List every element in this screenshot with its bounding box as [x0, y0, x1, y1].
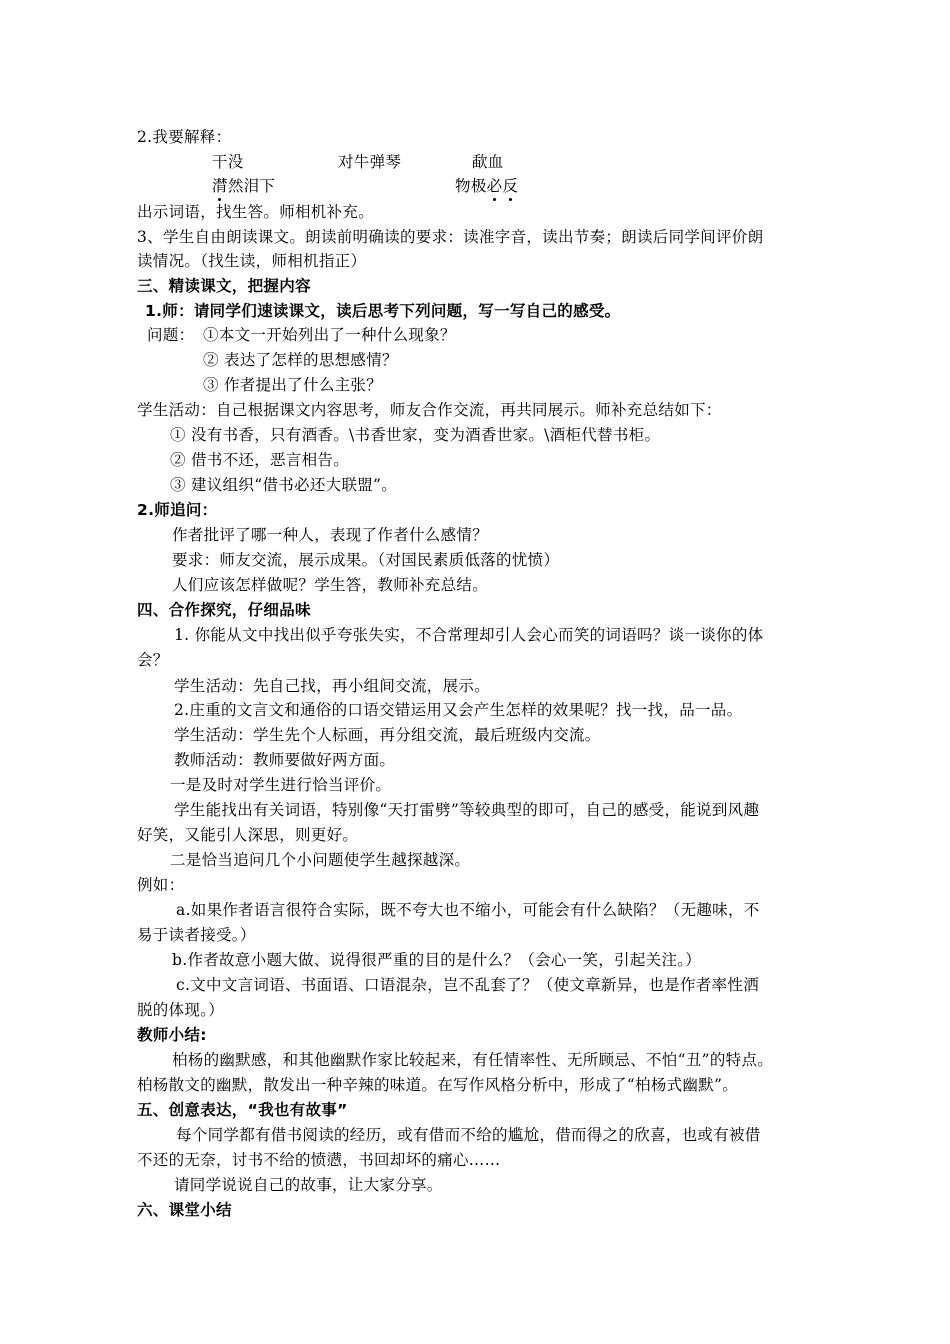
paragraph: 每个同学都有借书阅读的经历，或有借而不给的尴尬，借而得之的欣喜，也或有被借 — [176, 1126, 761, 1144]
paragraph: 人们应该怎样做呢？学生答，教师补充总结。 — [172, 576, 489, 594]
question-label: 问题： — [147, 326, 195, 344]
answer-item: ③ 建议组织“借书必还大联盟”。 — [170, 476, 398, 494]
paragraph: 读情况。（找生读，师相机指正） — [137, 252, 367, 270]
answer-item: ① 没有书香，只有酒香。\书香世家，变为酒香世家。\酒柜代替书柜。 — [170, 426, 661, 444]
paragraph: 出示词语，找生答。师相机补充。 — [137, 203, 375, 221]
paragraph: 柏杨的幽默感，和其他幽默作家比较起来，有任情率性、无所顾忌、不怕“丑”的特点。 — [172, 1051, 774, 1069]
vocab-word: 潸然泪下 — [212, 177, 276, 195]
example-item: a.如果作者语言很符合实际，既不夸大也不缩小，可能会有什么缺陷？（无趣味，不 — [176, 901, 760, 919]
section-heading-explain: 2.我要解释： — [137, 128, 232, 146]
paragraph: 1. 你能从文中找出似乎夸张失实，不合常理却引人会心而笑的词语吗？谈一谈你的体 — [174, 626, 764, 644]
paragraph: 学生活动：先自己找，再小组间交流，展示。 — [174, 677, 491, 695]
example-item: 脱的体现。） — [137, 1001, 225, 1019]
paragraph: 例如： — [137, 876, 185, 894]
paragraph: 一是及时对学生进行恰当评价。 — [170, 776, 392, 794]
section-heading: 五、创意表达，“我也有故事” — [137, 1101, 348, 1119]
vocab-word: 歃血 — [472, 153, 504, 171]
paragraph: 学生活动：学生先个人标画，再分组交流，最后班级内交流。 — [174, 726, 601, 744]
paragraph: 好笑，又能引人深思，则更好。 — [137, 826, 359, 844]
section-heading: 教师小结: — [137, 1026, 207, 1044]
section-heading: 六、课堂小结 — [137, 1201, 232, 1219]
paragraph: 请同学说说自己的故事，让大家分享。 — [174, 1176, 443, 1194]
subsection-heading: 2.师追问： — [137, 501, 218, 519]
section-heading: 三、精读课文，把握内容 — [137, 277, 311, 295]
question-item: ③ 作者提出了什么主张？ — [203, 376, 383, 394]
example-item: 易于读者接受。） — [137, 926, 256, 944]
example-item: b.作者故意小题大做、说得很严重的目的是什么？（会心一笑，引起关注。） — [172, 951, 702, 969]
paragraph: 教师活动：教师要做好两方面。 — [174, 751, 396, 769]
paragraph: 作者批评了哪一种人，表现了作者什么感情？ — [172, 526, 489, 544]
section-heading: 四、合作探究，仔细品味 — [137, 601, 311, 619]
paragraph: 3、学生自由朗读课文。朗读前明确读的要求：读准字音，读出节奏；朗读后同学间评价朗 — [137, 228, 764, 246]
paragraph: 柏杨散文的幽默，散发出一种辛辣的味道。在写作风格分析中，形成了“柏杨式幽默”。 — [137, 1076, 739, 1094]
paragraph: 学生能找出有关词语，特别像“天打雷劈”等较典型的即可，自己的感受，能说到风趣 — [174, 801, 760, 819]
example-item: c.文中文言词语、书面语、口语混杂，岂不乱套了？（使文章新异，也是作者率性洒 — [176, 976, 760, 994]
paragraph: 不还的无奈，讨书不给的愤懑，书回却坏的痛心…… — [137, 1151, 501, 1169]
subsection-heading: 1.师：请同学们速读课文，读后思考下列问题，写一写自己的感受。 — [145, 302, 621, 320]
vocab-word: 对牛弹琴 — [338, 153, 402, 171]
paragraph: 二是恰当追问几个小问题使学生越探越深。 — [170, 851, 471, 869]
paragraph: 学生活动：自己根据课文内容思考，师友合作交流，再共同展示。师补充总结如下： — [137, 401, 722, 419]
vocab-word: 物极必反 — [455, 177, 519, 195]
paragraph: 2.庄重的文言文和通俗的口语交错运用又会产生怎样的效果呢？找一找，品一品。 — [174, 701, 743, 719]
question-item: ①本文一开始列出了一种什么现象？ — [203, 326, 456, 344]
question-item: ② 表达了怎样的思想感情？ — [203, 351, 398, 369]
paragraph: 会？ — [137, 651, 169, 669]
answer-item: ② 借书不还，恶言相告。 — [170, 451, 350, 469]
paragraph: 要求：师友交流，展示成果。（对国民素质低落的忧愤） — [172, 551, 560, 569]
vocab-word: 干没 — [212, 153, 244, 171]
